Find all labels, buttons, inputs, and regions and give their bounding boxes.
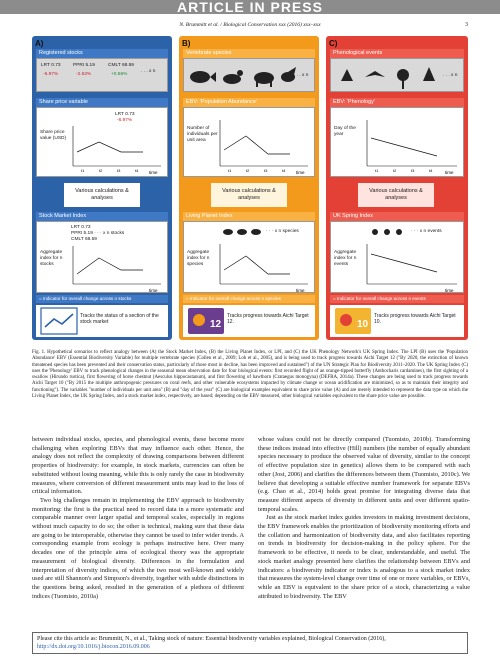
aggregate-index-ylabel: Aggregate index for n stocks bbox=[40, 250, 63, 267]
citation-text: Please cite this article as: Brummitt, N., et al., Taking stock of nature: Essential biodiversity variables explained, Biological Conservation (2016), bbox=[37, 636, 386, 642]
target-12-number: 12 bbox=[210, 319, 222, 330]
stock-trend-icon bbox=[40, 307, 78, 335]
panel-a-footer bbox=[36, 305, 168, 337]
target-10-number: 10 bbox=[357, 319, 369, 330]
stock-cmlt: CMLT 68.59 bbox=[108, 63, 134, 68]
stock-ppri: PPRI 5.19 bbox=[73, 63, 95, 68]
svg-text:t1: t1 bbox=[228, 168, 232, 173]
svg-text:t2: t2 bbox=[99, 168, 103, 173]
svg-text:time: time bbox=[445, 288, 454, 293]
time-label-a1: time bbox=[149, 170, 158, 175]
vertebrate-species-box bbox=[183, 58, 315, 92]
share-price-ylabel: Share price value (USD) bbox=[40, 130, 67, 141]
figure-caption: Fig. 1. Hypothetical scenarios to reflect analogy between (A) the Stock Market Index, (B) the Living Planet Index, or LPI, and (C) the UK Phenology Network's UK Spring Index. The LPI (B) uses the 'Population Abundance' EBV (Essential Biodiversity Variable) for multiple vertebrate species (Collen et al., 2009; Loh et al., 2005), and is being used to track progress towards Aichi Target 12 ("By 2020, the extinction of known threatened species has been prevented and their conservation status, particularly of those most in decline, has been improved and sustained") of the UN Strategic Plan for Biodiversity 2011–2020. The UK Spring Index (C) uses the 'Phenology' EBV to track phenological changes in the seasonal mean observation date for four biological events: first recorded flight of an orange-tipped butterfly (Anthocharis cardamines), the first sighting of a swallow (Hirundo rustica), first flowering of horse chestnut (Aesculus hippocastanum), and first flowering of hawthorn (Crataegus monogyna) (DEFRA, 2014a). These changes are being used to track progress towards Aichi Target 10 ("By 2015 the multiple anthropogenic pressures on coral reefs, and other vulnerable ecosystems impacted by climate change or ocean acidification are minimized, so as to maintain their integrity and functioning"). The variables "number of individuals per unit area" (B) and "day of the year" (C) are biological examples equivalent to share price value (A) and are merely intended to represent the data type on which the Living Planet Index, the UK Spring Index, and a stock market index, respectively, are based; depending on the EBV measured, other biological variables equivalent to the share price value are possible. bbox=[32, 350, 468, 400]
svg-text:t2: t2 bbox=[393, 168, 397, 173]
panel-b-living-planet bbox=[179, 36, 319, 340]
panel-b-calculations: Various calculations & analyses bbox=[211, 183, 287, 207]
panel-b-index-header: Living Planet Index bbox=[183, 212, 315, 221]
panel-b-footer bbox=[183, 305, 315, 337]
body-left-paragraph-1: between individual stocks, species, and phenological events, these become more challenging when exploring EBVs that may influence each other. Hence, the analogy does not reflect the complexity of drawing comparisons between different properties of biodiversity: for example, in stock markets, currencies can often be substituted without losing meaning, while this is only rarely the case in biodiversity measures, where conversion of different measurement units may lead to the loss of critical information. bbox=[32, 436, 244, 496]
svg-text:t3: t3 bbox=[411, 168, 415, 173]
citation-box bbox=[32, 632, 468, 654]
panel-c-letter: C) bbox=[329, 39, 338, 48]
page-number: 3 bbox=[465, 22, 468, 28]
panel-a-footer-text: Tracks the status of a section of the stock market bbox=[80, 313, 159, 325]
svg-text:t3: t3 bbox=[117, 168, 121, 173]
aichi-target-10-badge-icon bbox=[334, 307, 372, 335]
panel-b-letter: B) bbox=[182, 39, 191, 48]
svg-text:t1: t1 bbox=[81, 168, 85, 173]
panel-c-ebv-chart bbox=[330, 107, 464, 177]
svg-text:time: time bbox=[296, 170, 305, 175]
stock-ppri-change: -2.63% bbox=[76, 72, 92, 77]
figure-1 bbox=[32, 36, 468, 340]
body-column-left bbox=[32, 436, 244, 601]
panel-c-index-ylabel: Aggregate index for n events bbox=[334, 250, 357, 267]
panel-b-ebv-header: EBV: 'Population Abundance' bbox=[183, 98, 315, 107]
panel-a-ebv-plot bbox=[37, 108, 169, 178]
index-line-1: LRT 0.73 bbox=[71, 225, 91, 230]
panel-a-ebv-header: Share price variable bbox=[36, 98, 168, 107]
panel-b-top-header: Vertebrate species bbox=[183, 49, 315, 58]
panel-a-ebv-chart bbox=[36, 107, 168, 177]
index-line-3: CMLT 68.59 bbox=[71, 237, 97, 242]
body-column-right bbox=[258, 436, 470, 601]
registered-stocks-box bbox=[36, 58, 168, 92]
panel-b-index-chart bbox=[183, 221, 315, 293]
panel-b-ebv-plot bbox=[184, 108, 316, 178]
panel-a-calculations: Various calculations & analyses bbox=[64, 183, 140, 207]
panel-c-index-chart bbox=[330, 221, 464, 293]
panel-c-ebv-plot bbox=[331, 108, 465, 178]
panel-c-top-header: Phenological events bbox=[330, 49, 464, 58]
panel-a-index-header: Stock Market Index bbox=[36, 212, 168, 221]
day-of-year-ylabel: Day of the year bbox=[334, 126, 356, 137]
doi-link[interactable]: http://dx.doi.org/10.1016/j.biocon.2016.09.006 bbox=[37, 644, 150, 651]
panel-c-footer bbox=[330, 305, 464, 337]
panel-b-footer-text: Tracks progress towards Aichi Target 12. bbox=[227, 313, 309, 325]
panel-a-index-plot bbox=[37, 222, 169, 294]
panel-a-letter: A) bbox=[35, 39, 44, 48]
panel-b-indicator: = Indicator for overall change across n species bbox=[183, 295, 315, 303]
aichi-target-12-badge-icon bbox=[187, 307, 225, 335]
svg-text:t2: t2 bbox=[246, 168, 250, 173]
panel-a-stock-market bbox=[32, 36, 172, 340]
panel-c-uk-spring bbox=[326, 36, 468, 340]
stock-dots: . . . x n bbox=[141, 69, 156, 74]
svg-text:t3: t3 bbox=[264, 168, 268, 173]
panel-a-indicator: = Indicator for overall change across n stocks bbox=[36, 295, 168, 303]
svg-text:time: time bbox=[296, 288, 305, 293]
panel-a-index-chart bbox=[36, 221, 168, 293]
panel-c-indicator: = Indicator for overall change across n events bbox=[330, 295, 464, 303]
svg-text:t4: t4 bbox=[282, 168, 286, 173]
running-head: N. Brummitt et al. / Biological Conservation xxx (2016) xxx–xxx bbox=[179, 22, 321, 28]
svg-text:t1: t1 bbox=[375, 168, 379, 173]
panel-c-ebv-header: EBV: 'Phenology' bbox=[330, 98, 464, 107]
body-left-paragraph-2: Two big challenges remain in implementing the EBV approach to biodiversity monitoring: the first is the practical need to record data in a more systematic and comparable manner over larger spatial and temporal scales, especially in regions without much capacity to do so; the other is technical, making sure that these data are going to be interoperable, otherwise they cannot be used to infer wider trends. A corresponding example from ecology is perhaps instructive here. Over many decades one of the principle aims of ecological theory was the appropriate measurement of biological diversity. Differences in the formulation and interpretation of diversity indices, of which the two most well-known and widely used are still Shannon's and Simpson's diversity, together with subtle distinctions in the questions being asked, resulted in the generation of a plethora of different indices (Tuomisto, 2010a) bbox=[32, 496, 244, 600]
ebv-value: LRT 0.73 bbox=[115, 112, 135, 117]
body-right-paragraph-1: whose values could not be directly compared (Tuomisto, 2010b). Transforming these indices instead into effective (Hill) numbers (the number of equally abundant species necessary to produce the observed value of diversity, similar to the concept of effective population size in genetics) allows them to be compared with each other (Jost, 2006) and clarifies the differences between them (Tuomisto, 2010c). We believe that developing a suitable effective number framework for separate EBVs (e.g. Chao et al., 2014) holds great promise for integrating diverse data that measure different aspects of diversity in different units and over different spatio-temporal scales. bbox=[258, 436, 470, 513]
ebv-change: -6.97% bbox=[117, 118, 133, 123]
abundance-ylabel: Number of individuals per unit area bbox=[187, 126, 218, 143]
stock-lrt-change: -6.97% bbox=[43, 72, 59, 77]
svg-text:time: time bbox=[149, 288, 158, 293]
panel-c-calculations: Various calculations & analyses bbox=[358, 183, 434, 207]
stock-lrt: LRT 0.73 bbox=[41, 63, 61, 68]
stock-cmlt-change: +0.56% bbox=[111, 72, 128, 77]
body-right-paragraph-2: Just as the stock market index guides investors in making investment decisions, the EBV framework enables the prioritization of biodiversity monitoring efforts and the collation and harmonization of biodiversity data, and also facilitates reporting on trends in biodiversity for decision-making in the policy sphere. For the framework to be effective, it needs to be clear, understandable, and useful. The stock market analogy presented here clarifies the relationship between EBVs and indicators: a biodiversity indicator or index is analogous to a stock market index that measures the system-level change over time of one or more variables, or EBVs, while an EBV is equivalent to the share price of a stock, characterizing a value attributed to biodiversity. The EBV bbox=[258, 514, 470, 600]
index-line-2: PPRI 5.19 · · · x n stocks bbox=[71, 231, 125, 236]
phenology-dots: . . . x n bbox=[443, 73, 458, 78]
panel-a-top-header: Registered stocks bbox=[36, 49, 168, 58]
phenological-events-box bbox=[330, 58, 464, 92]
panel-c-footer-text: Tracks progress towards Aichi Target 10. bbox=[374, 313, 456, 325]
svg-text:t4: t4 bbox=[135, 168, 139, 173]
panel-b-index-mark: · · · x n species bbox=[266, 229, 299, 234]
svg-text:t4: t4 bbox=[429, 168, 433, 173]
vertebrate-dots: . . . x n bbox=[294, 73, 309, 78]
svg-text:time: time bbox=[445, 170, 454, 175]
panel-c-index-mark: · · · x n events bbox=[411, 229, 442, 234]
banner-text: ARTICLE IN PRESS bbox=[177, 0, 323, 15]
panel-c-index-header: UK Spring Index bbox=[330, 212, 464, 221]
panel-b-index-ylabel: Aggregate index for n species bbox=[187, 250, 210, 267]
panel-b-ebv-chart bbox=[183, 107, 315, 177]
